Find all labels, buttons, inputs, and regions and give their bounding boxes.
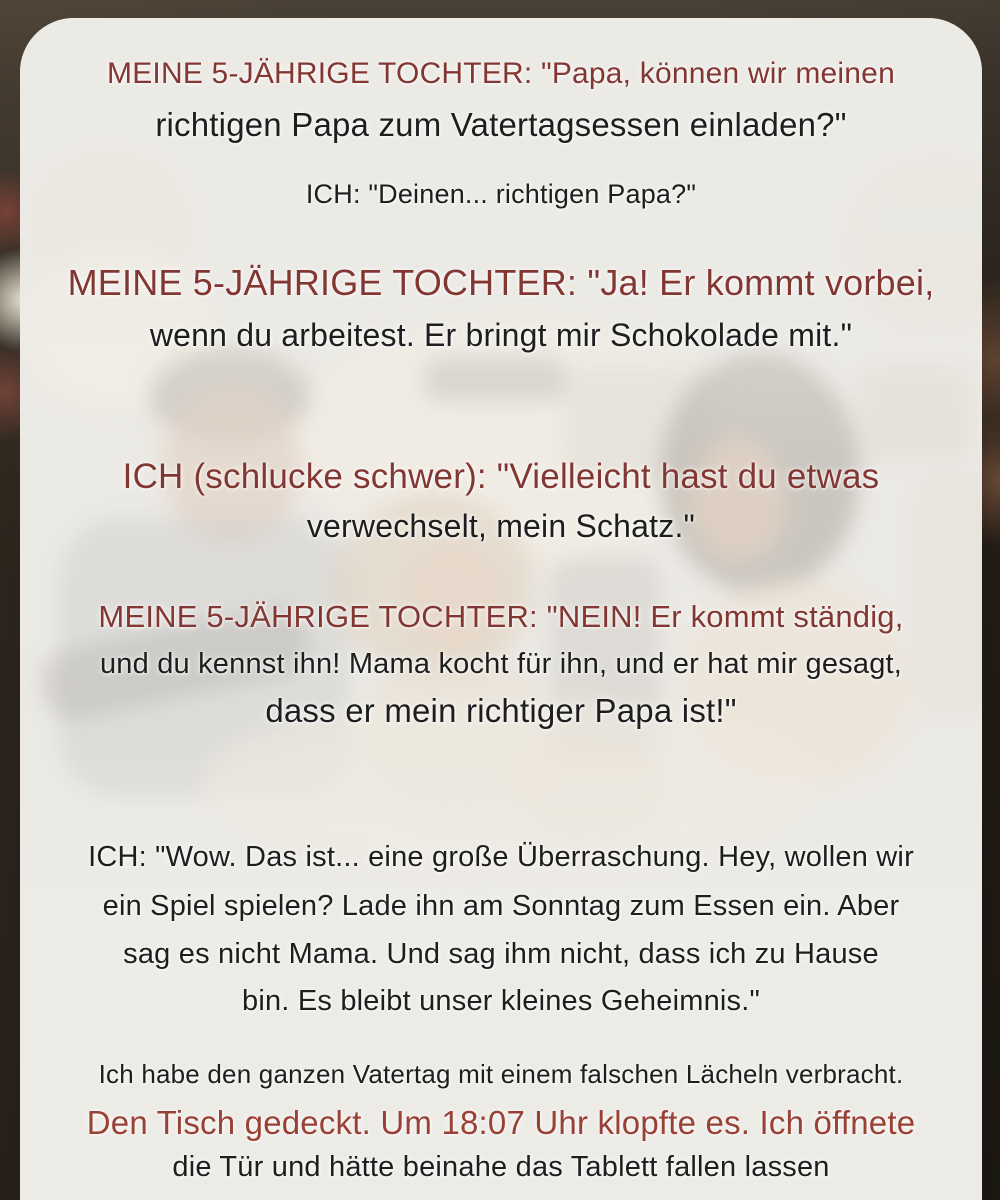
story-line: MEINE 5-JÄHRIGE TOCHTER: "NEIN! Er kommt ständig, xyxy=(98,599,904,634)
story-line: MEINE 5-JÄHRIGE TOCHTER: "Papa, können wir meinen xyxy=(107,57,895,90)
story-line: und du kennst ihn! Mama kocht für ihn, und er hat mir gesagt, xyxy=(99,648,903,680)
card-light-overlay xyxy=(20,18,982,1200)
story-line: ICH: "Wow. Das ist... eine große Überraschung. Hey, wollen wir xyxy=(88,841,914,873)
story-line: Ich habe den ganzen Vatertag mit einem falschen Lächeln verbracht. xyxy=(98,1059,904,1089)
story-line: wenn du arbeitest. Er bringt mir Schokolade mit." xyxy=(149,317,853,353)
story-line: ICH: "Deinen... richtigen Papa?" xyxy=(305,179,697,209)
story-line: verwechselt, mein Schatz." xyxy=(306,508,696,544)
story-line: ICH (schlucke schwer): "Vielleicht hast du etwas xyxy=(122,457,880,496)
story-line: die Tür und hätte beinahe das Tablett fallen lassen xyxy=(172,1151,830,1183)
story-card xyxy=(20,18,982,1200)
story-line: bin. Es bleibt unser kleines Geheimnis." xyxy=(242,985,760,1017)
story-line: ein Spiel spielen? Lade ihn am Sonntag zum Essen ein. Aber xyxy=(102,890,900,922)
story-line: dass er mein richtiger Papa ist!" xyxy=(265,692,737,729)
story-line: Den Tisch gedeckt. Um 18:07 Uhr klopfte es. Ich öffnete xyxy=(86,1104,916,1141)
story-line: MEINE 5-JÄHRIGE TOCHTER: "Ja! Er kommt vorbei, xyxy=(67,262,935,303)
story-line: richtigen Papa zum Vatertagsessen einladen?" xyxy=(155,106,847,143)
story-line: sag es nicht Mama. Und sag ihm nicht, dass ich zu Hause xyxy=(123,938,879,970)
